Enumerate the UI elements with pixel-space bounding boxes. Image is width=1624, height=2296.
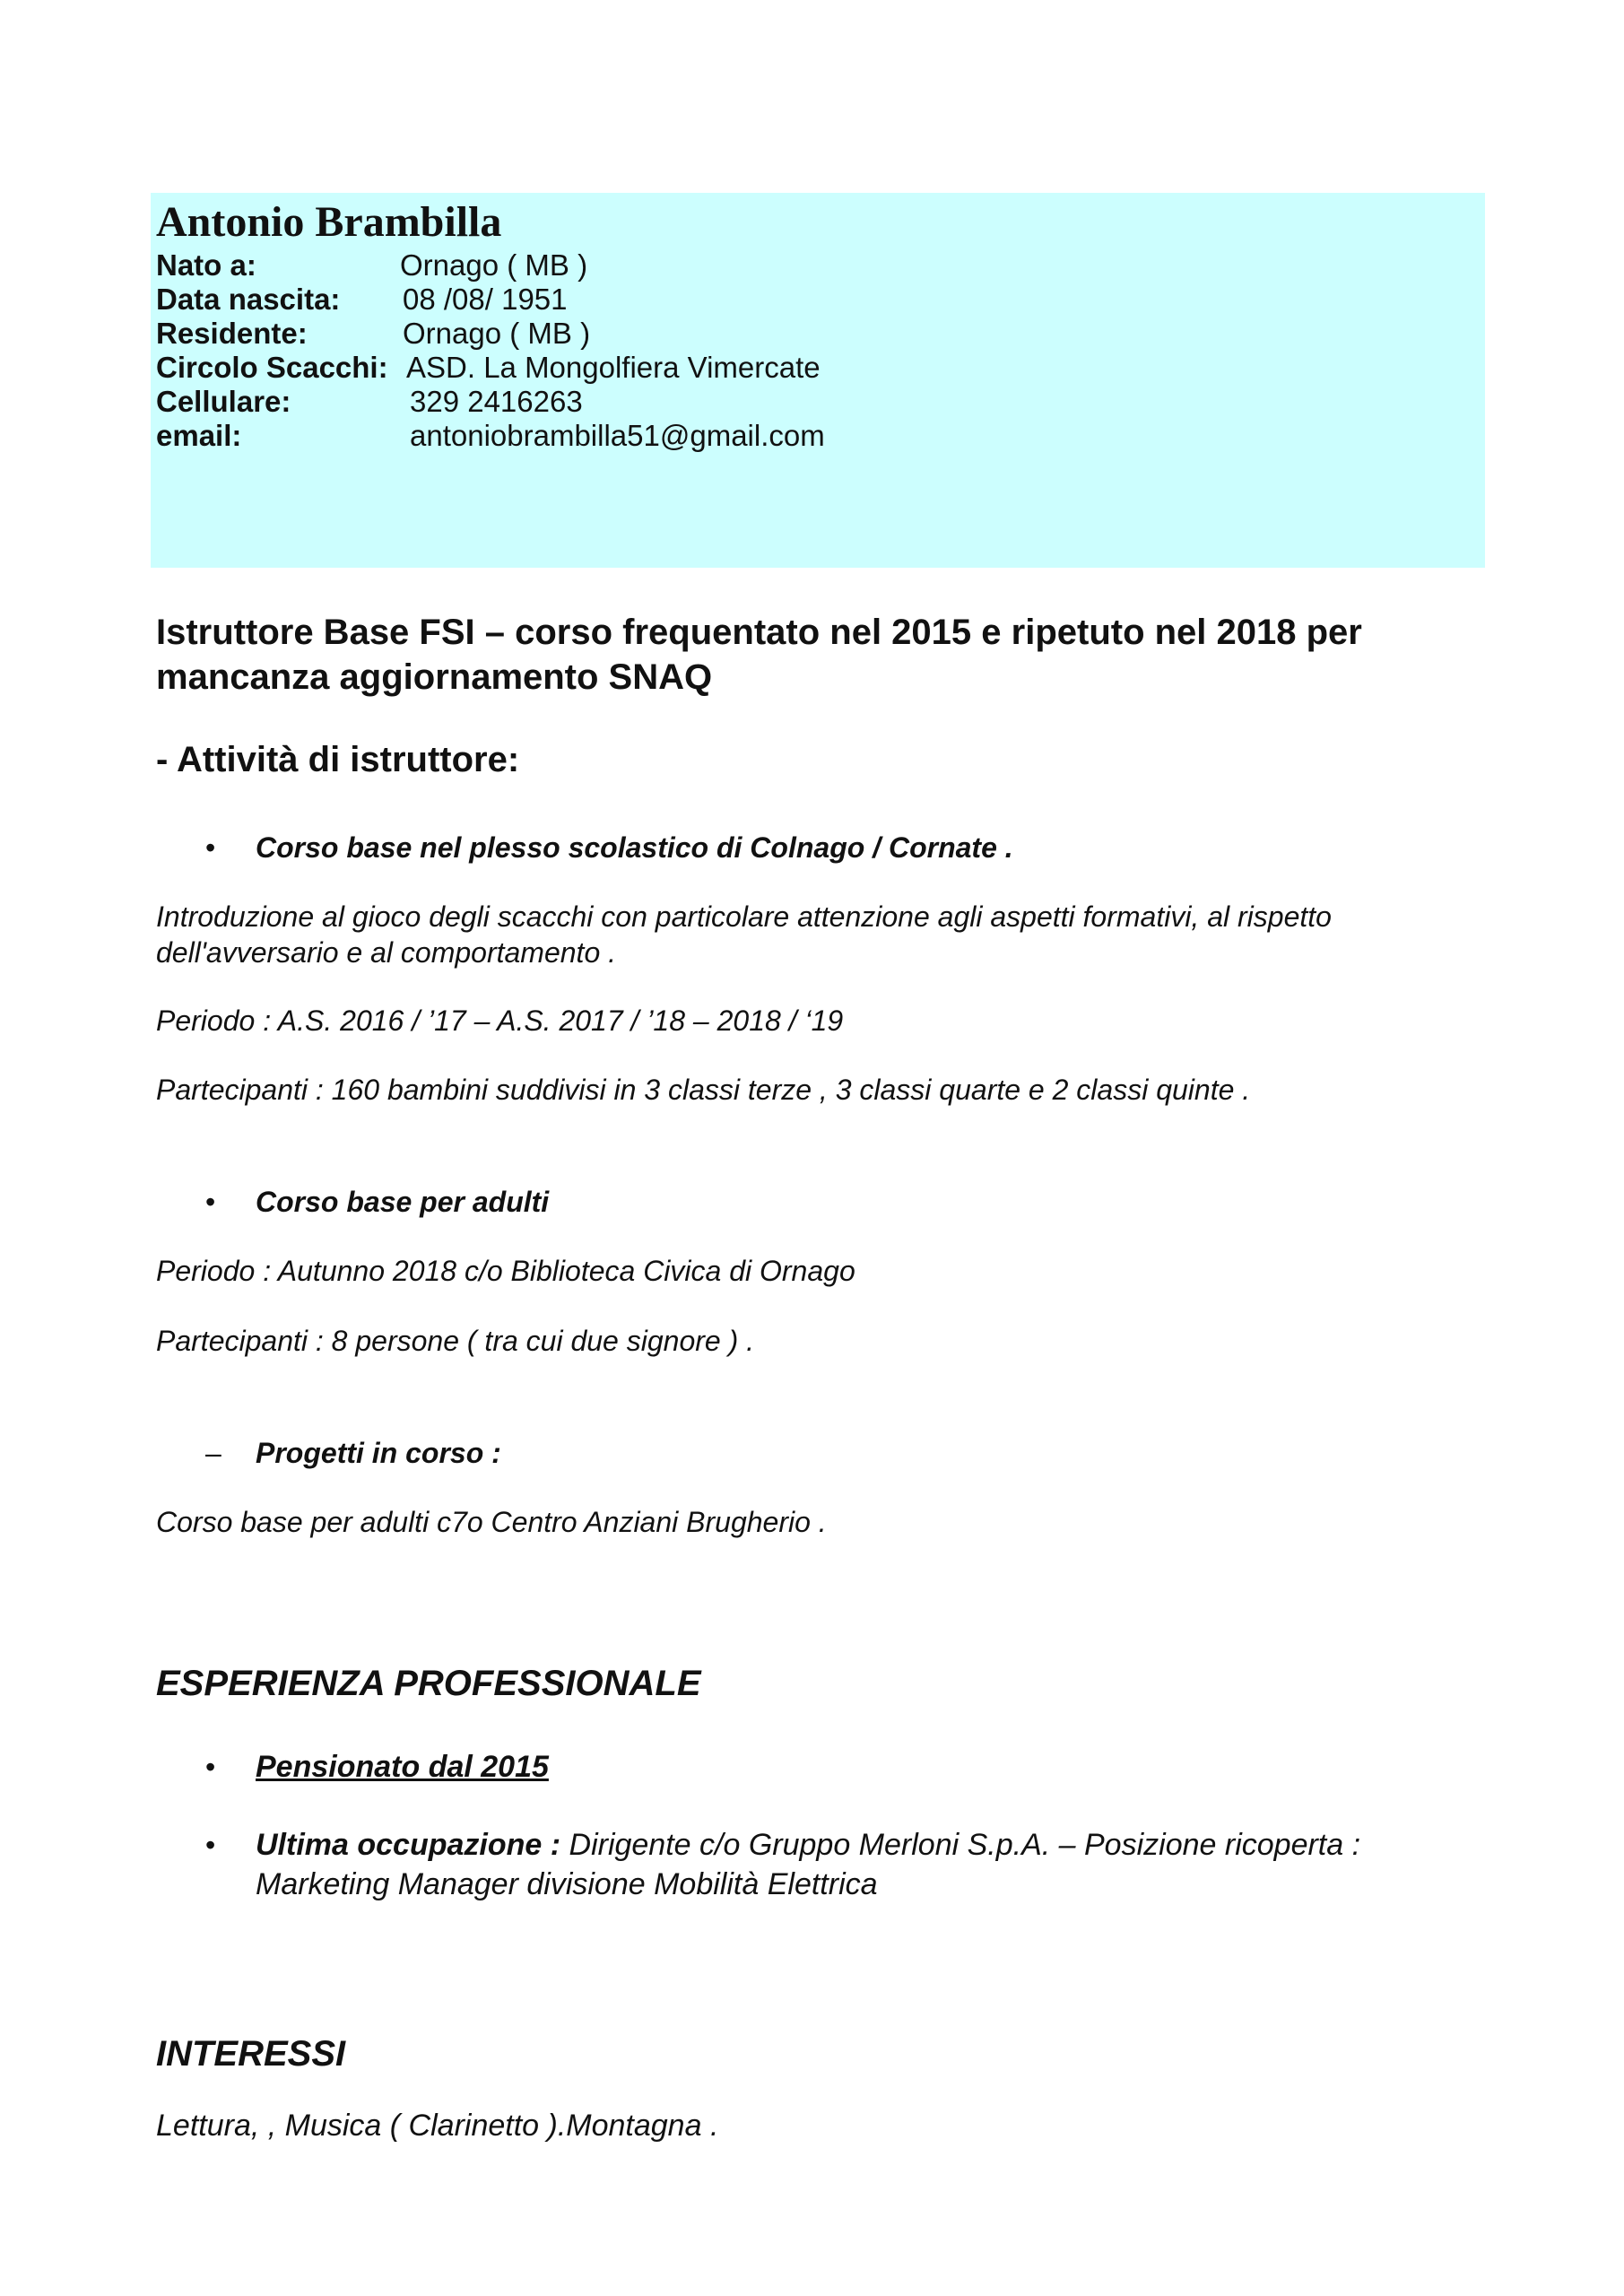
interests-text: Lettura, , Musica ( Clarinetto ).Montagna . xyxy=(156,2109,719,2143)
course1-desc-line2: dell'avversario e al comportamento . xyxy=(156,936,617,969)
birthplace-value: Ornago ( MB ) xyxy=(400,248,588,282)
chess-club-label: Circolo Scacchi: xyxy=(156,351,388,384)
interests-heading: INTERESSI xyxy=(156,2034,346,2074)
dash-icon: – xyxy=(205,1437,221,1469)
course1-period: Periodo : A.S. 2016 / ’17 – A.S. 2017 / ’18 – 2018 / ‘19 xyxy=(156,1004,844,1037)
course1-participants: Partecipanti : 160 bambini suddivisi in 3 classi terze , 3 classi quarte e 2 classi quinte . xyxy=(156,1074,1251,1106)
last-job-line1 xyxy=(256,1825,1360,1865)
course2-period: Periodo : Autunno 2018 c/o Biblioteca Civica di Ornago xyxy=(156,1255,855,1287)
birthdate-label: Data nascita: xyxy=(156,283,341,316)
bullet-icon: • xyxy=(205,1829,216,1861)
last-job-label: Ultima occupazione : xyxy=(256,1828,561,1862)
birthplace-label: Nato a: xyxy=(156,248,256,282)
bullet-icon: • xyxy=(205,831,216,864)
projects-title: Progetti in corso : xyxy=(256,1437,501,1469)
residence-value: Ornago ( MB ) xyxy=(403,317,591,350)
course2-participants: Partecipanti : 8 persone ( tra cui due signore ) . xyxy=(156,1325,755,1357)
email-value: antoniobrambilla51@gmail.com xyxy=(410,419,825,452)
retired-text xyxy=(256,1747,549,1787)
candidate-name: Antonio Brambilla xyxy=(156,198,502,246)
last-job-line2: Marketing Manager divisione Mobilità Elettrica xyxy=(256,1867,878,1901)
mobile-label: Cellulare: xyxy=(156,385,291,418)
chess-club-value: ASD. La Mongolfiera Vimercate xyxy=(406,351,821,384)
instructor-title-line2: mancanza aggiornamento SNAQ xyxy=(156,657,713,697)
activity-heading: - Attività di istruttore: xyxy=(156,740,520,779)
birthdate-value: 08 /08/ 1951 xyxy=(403,283,568,316)
last-job-desc: Dirigente c/o Gruppo Merloni S.p.A. – Posizione ricoperta : xyxy=(560,1828,1361,1862)
mobile-value: 329 2416263 xyxy=(410,385,583,418)
email-label: email: xyxy=(156,419,242,452)
instructor-title-line1: Istruttore Base FSI – corso frequentato nel 2015 e ripetuto nel 2018 per xyxy=(156,613,1362,652)
bullet-icon: • xyxy=(205,1751,216,1783)
course1-title: Corso base nel plesso scolastico di Colnago / Cornate . xyxy=(256,831,1013,864)
residence-label: Residente: xyxy=(156,317,308,350)
bullet-icon: • xyxy=(205,1186,216,1218)
course2-title: Corso base per adulti xyxy=(256,1186,550,1218)
retired-label: Pensionato dal 2015 xyxy=(256,1750,549,1784)
course1-desc-line1: Introduzione al gioco degli scacchi con particolare attenzione agli aspetti formativi, al rispetto xyxy=(156,900,1332,933)
projects-desc: Corso base per adulti c7o Centro Anziani Brugherio . xyxy=(156,1506,827,1538)
experience-heading: ESPERIENZA PROFESSIONALE xyxy=(156,1664,701,1703)
